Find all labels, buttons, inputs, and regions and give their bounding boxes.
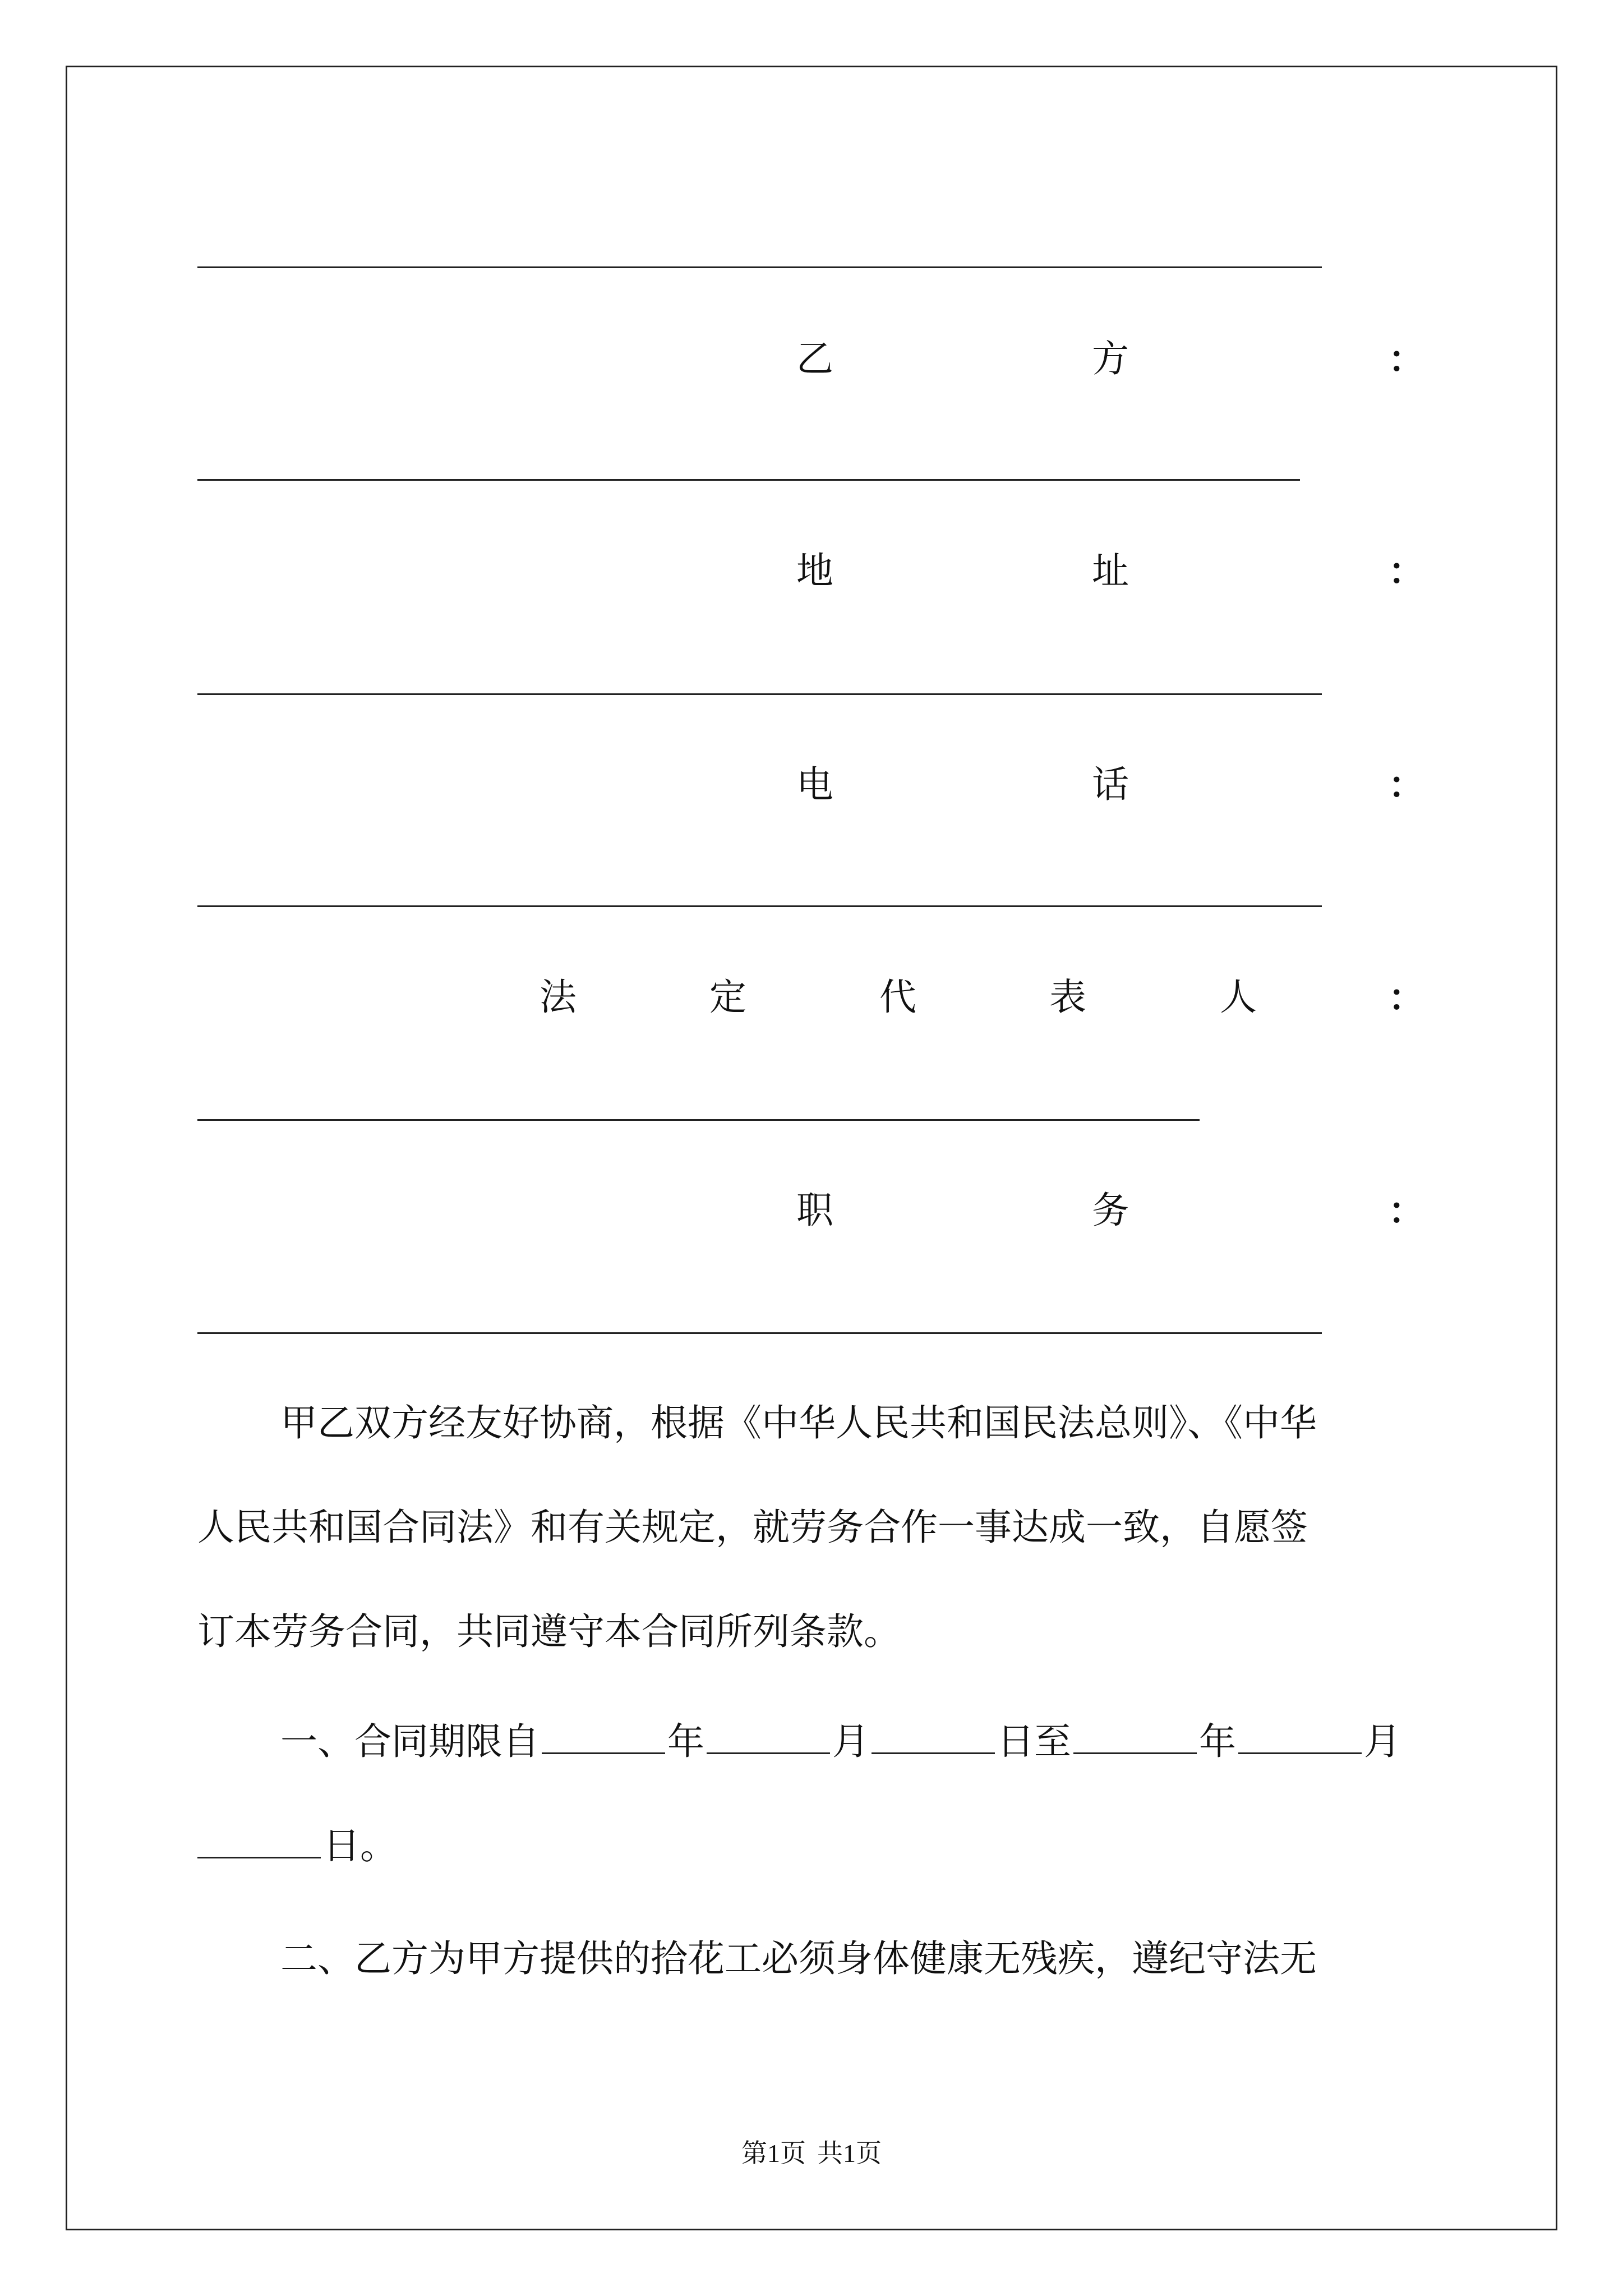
term-month: 月 xyxy=(832,1720,869,1763)
day-blank xyxy=(872,1719,995,1754)
colon: ： xyxy=(1388,1189,1425,1232)
legal-rep-label: 法 xyxy=(540,976,577,1019)
intro-paragraph-line: 甲乙双方经友好协商，根据《中华人民共和国民法总则》、《中华 xyxy=(280,1401,1317,1444)
fill-line xyxy=(197,1332,1322,1334)
month-blank xyxy=(1238,1719,1362,1754)
clause-two: 二、乙方为甲方提供的拾花工必须身体健康无残疾，遵纪守法无 xyxy=(280,1937,1317,1980)
term-month2: 月 xyxy=(1364,1720,1401,1763)
year-blank xyxy=(542,1719,665,1754)
intro-paragraph-line: 人民共和国合同法》和有关规定，就劳务合作一事达成一致，自愿签 xyxy=(197,1506,1308,1549)
party-b-label: 方 xyxy=(1092,337,1129,380)
colon: ： xyxy=(1388,337,1425,381)
colon: ： xyxy=(1388,549,1425,593)
legal-rep-label: 表 xyxy=(1049,976,1086,1019)
position-label: 务 xyxy=(1092,1189,1129,1232)
legal-rep-label: 人 xyxy=(1220,976,1257,1019)
page-footer xyxy=(0,2133,1623,2170)
position-label: 职 xyxy=(796,1189,833,1232)
legal-rep-label: 代 xyxy=(879,976,916,1019)
fill-line xyxy=(197,266,1322,268)
term-day-to: 日至 xyxy=(997,1720,1071,1763)
term-year: 年 xyxy=(667,1720,704,1763)
page-border xyxy=(66,66,1557,2230)
year-blank xyxy=(1073,1719,1197,1754)
intro-paragraph-line: 订本劳务合同，共同遵守本合同所列条款。 xyxy=(197,1610,901,1653)
fill-line xyxy=(197,479,1300,481)
term-end: 日。 xyxy=(323,1824,397,1867)
day-blank xyxy=(197,1823,321,1858)
term-year2: 年 xyxy=(1199,1720,1236,1763)
phone-label: 话 xyxy=(1092,763,1129,806)
fill-line xyxy=(197,905,1322,907)
colon: ： xyxy=(1388,976,1425,1019)
term-prefix: 一、合同期限自 xyxy=(280,1720,540,1763)
month-blank xyxy=(707,1719,830,1754)
address-label: 地 xyxy=(796,549,833,592)
party-b-label: 乙 xyxy=(796,337,833,380)
page-total: 共1页 xyxy=(817,2139,882,2168)
page-number: 第1页 xyxy=(741,2139,806,2168)
fill-line xyxy=(197,693,1322,695)
fill-line xyxy=(197,1119,1200,1121)
contract-term-clause-end xyxy=(197,1823,1431,1865)
colon: ： xyxy=(1388,763,1425,807)
address-label: 址 xyxy=(1092,549,1129,592)
contract-term-clause xyxy=(197,1719,1514,1763)
phone-label: 电 xyxy=(796,763,833,806)
legal-rep-label: 定 xyxy=(709,976,746,1019)
